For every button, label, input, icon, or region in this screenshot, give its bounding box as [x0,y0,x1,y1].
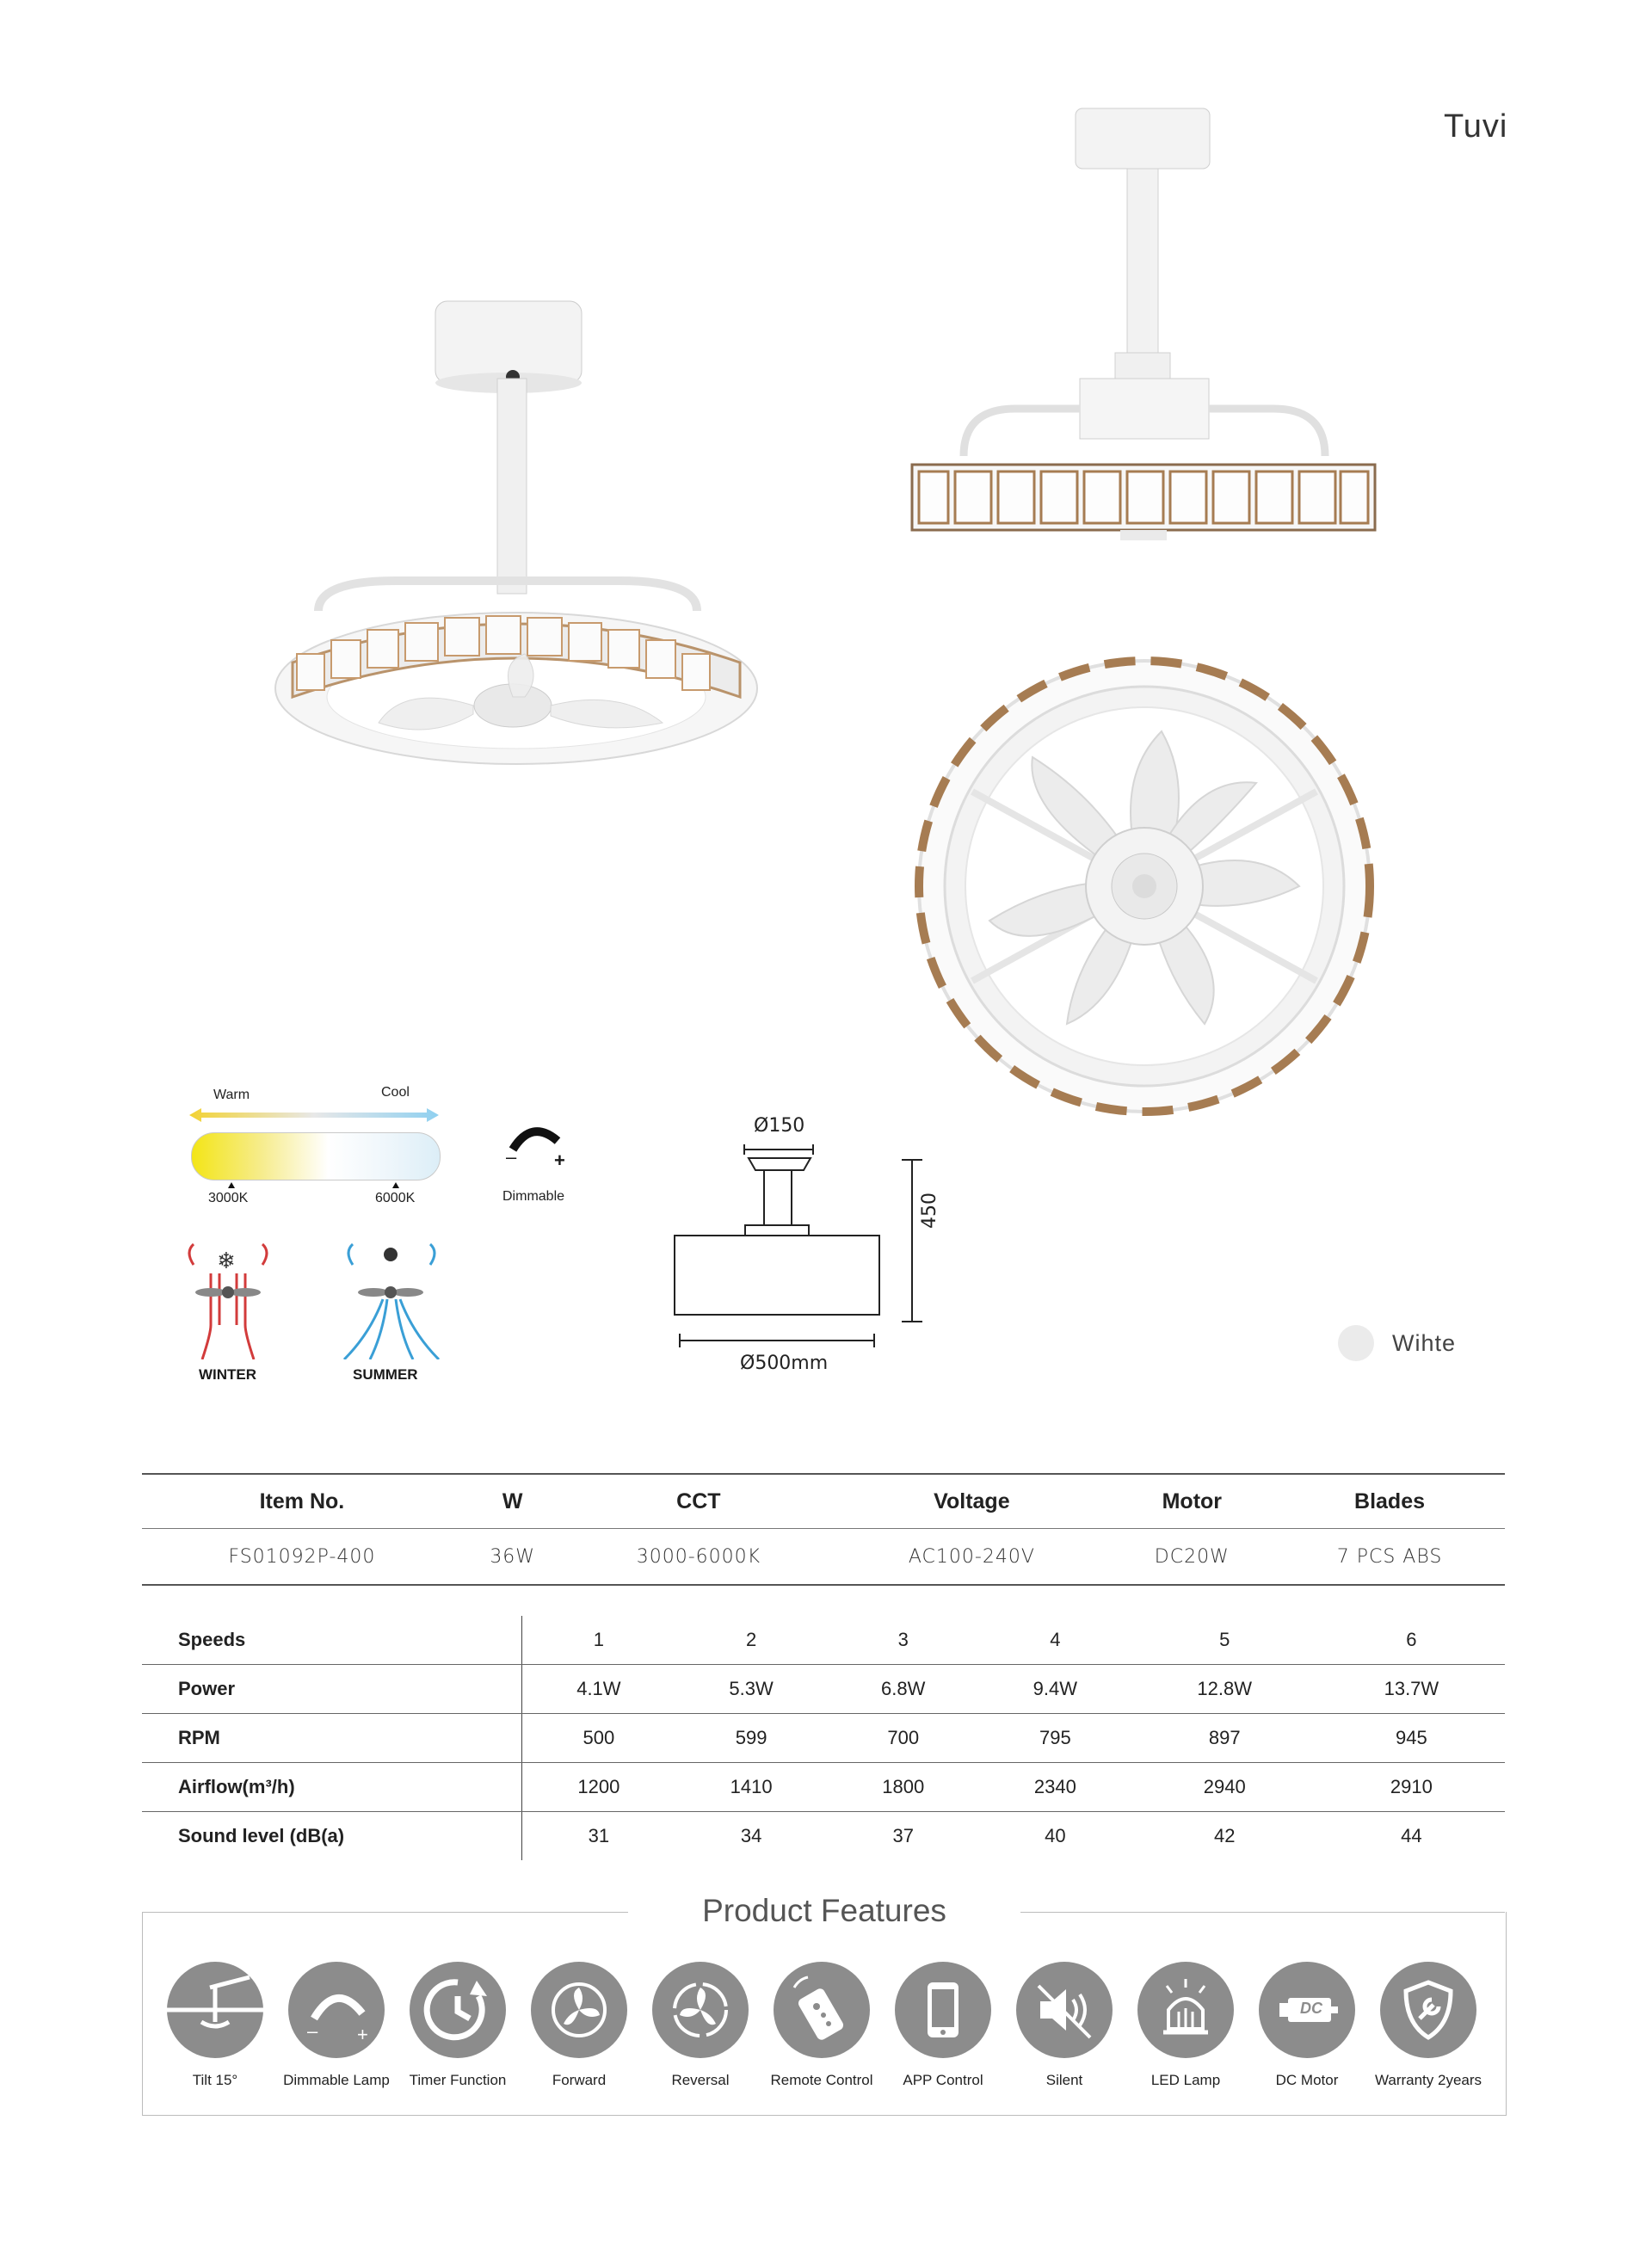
row-label: Power [142,1665,522,1714]
feature-app [883,1962,1003,2089]
spec-header: Blades [1274,1474,1505,1529]
marker-icon [228,1182,235,1188]
fan-angled-view-image [258,293,809,792]
phone-icon [895,1962,991,2058]
spec-cell: 36W [462,1529,564,1586]
feature-warranty [1368,1962,1489,2089]
feature-label: Tilt 15° [192,2072,238,2088]
marker-icon [392,1182,399,1188]
height-dimension: 450 [919,1193,940,1229]
table-cell: 897 [1131,1714,1318,1763]
table-row [142,1812,1505,1861]
spec-cell: AC100-240V [834,1529,1109,1586]
table-cell: 37 [892,1825,914,1846]
feature-label: DC Motor [1275,2072,1339,2088]
table-cell: 2 [675,1616,828,1665]
dimension-drawing [671,1119,964,1377]
dim-minus: – [506,1146,517,1168]
spec-header: Voltage [834,1474,1109,1529]
feature-label: Reversal [671,2072,730,2088]
fan-side-view-image [895,95,1394,542]
table-cell: 9.4W [979,1665,1131,1714]
spec-cell: FS01092P-400 [142,1529,462,1586]
high-cct-label: 6000K [375,1191,416,1205]
table-cell: 13.7W [1318,1665,1505,1714]
spec-cell: 7 PCS ABS [1274,1529,1505,1586]
fan-reversal-icon [652,1962,749,2058]
table-cell: 599 [675,1714,828,1763]
table-row [142,1616,1505,1665]
spec-cell: DC20W [1110,1529,1274,1586]
spec-header-row [142,1474,1505,1529]
spec-header: Motor [1110,1474,1274,1529]
finish-label: Wihte [1392,1330,1457,1356]
table-cell: 795 [979,1714,1131,1763]
table-cell: 3 [827,1616,979,1665]
cool-label: Cool [381,1085,410,1100]
table-cell: 31 [588,1825,610,1846]
features-title: Product Features [702,1893,946,1928]
table-cell: 5.3W [675,1665,828,1714]
brand-name: Tuvi [1444,108,1508,145]
row-label: Airflow(m³/h) [142,1763,522,1812]
table-cell: 5 [1131,1616,1318,1665]
feature-forward [519,1962,639,2089]
row-label: Speeds [142,1616,522,1665]
table-cell: 6.8W [827,1665,979,1714]
svg-text:❄: ❄ [217,1248,236,1273]
table-cell: 1410 [675,1763,828,1812]
dc-badge: DC [1300,2000,1322,2017]
feature-dc-motor [1247,1962,1367,2089]
feature-label: Warranty 2years [1374,2072,1482,2088]
table-cell: 4.1W [522,1665,675,1714]
feature-reversal [640,1962,761,2089]
summer-mode-icon [336,1239,447,1359]
feature-label: Remote Control [770,2072,873,2088]
timer-icon [410,1962,506,2058]
table-cell: 42 [1213,1825,1236,1846]
table-cell: 2940 [1131,1763,1318,1812]
table-cell: 40 [1045,1825,1066,1846]
table-cell: 2340 [979,1763,1131,1812]
table-cell: 1200 [522,1763,675,1812]
mute-icon [1016,1962,1113,2058]
feature-remote [761,1962,882,2089]
spec-header: CCT [564,1474,835,1529]
table-cell: 700 [827,1714,979,1763]
table-cell: 1800 [827,1763,979,1812]
feature-silent [1004,1962,1125,2089]
feature-tilt [155,1962,275,2089]
feature-dimmable [276,1962,397,2089]
spec-row [142,1529,1505,1586]
winter-mode-icon [176,1239,280,1359]
diameter-dimension: Ø500mm [740,1353,829,1374]
summer-label: SUMMER [353,1366,418,1383]
svg-text:+: + [357,2024,368,2045]
fan-forward-icon [531,1962,627,2058]
table-cell: 1 [522,1616,675,1665]
spec-table [142,1473,1505,1586]
feature-label: Forward [552,2072,607,2088]
canopy-dimension: Ø150 [754,1115,805,1137]
low-cct-label: 3000K [208,1191,249,1205]
table-cell: 500 [522,1714,675,1763]
row-label: Sound level (dB(a) [142,1812,522,1861]
feature-label: Dimmable Lamp [283,2072,390,2088]
table-row [142,1763,1505,1812]
feature-timer [398,1962,518,2089]
table-row [142,1665,1505,1714]
performance-table [142,1616,1505,1860]
table-cell: 12.8W [1131,1665,1318,1714]
table-cell: 34 [740,1825,762,1846]
table-cell: 945 [1318,1714,1505,1763]
spec-header: Item No. [142,1474,462,1529]
svg-text:–: – [307,2020,318,2042]
warm-label: Warm [213,1088,250,1102]
table-row [142,1714,1505,1763]
table-cell: 4 [979,1616,1131,1665]
table-cell: 2910 [1318,1763,1505,1812]
feature-label: APP Control [903,2072,983,2088]
dimmable-icon [288,1962,385,2058]
fan-bottom-view-image [903,637,1385,1119]
spec-cell: 3000-6000K [564,1529,835,1586]
table-cell: 6 [1318,1616,1505,1665]
feature-label: Silent [1045,2072,1083,2088]
feature-label: Timer Function [409,2072,507,2088]
dc-motor-icon [1259,1962,1355,2058]
winter-label: WINTER [199,1366,257,1383]
color-temperature-bar [191,1132,441,1180]
dimmable-label: Dimmable [502,1189,565,1204]
dim-plus: + [554,1150,565,1171]
feature-label: LED Lamp [1150,2072,1221,2088]
tilt-icon [167,1962,263,2058]
led-icon [1137,1962,1234,2058]
spec-header: W [462,1474,564,1529]
color-temperature-arrow [189,1106,439,1124]
feature-led [1125,1962,1246,2089]
table-cell: 44 [1401,1825,1422,1846]
warranty-icon [1380,1962,1476,2058]
row-label: RPM [142,1714,522,1763]
remote-icon [774,1962,870,2058]
finish-swatch [1338,1325,1374,1361]
